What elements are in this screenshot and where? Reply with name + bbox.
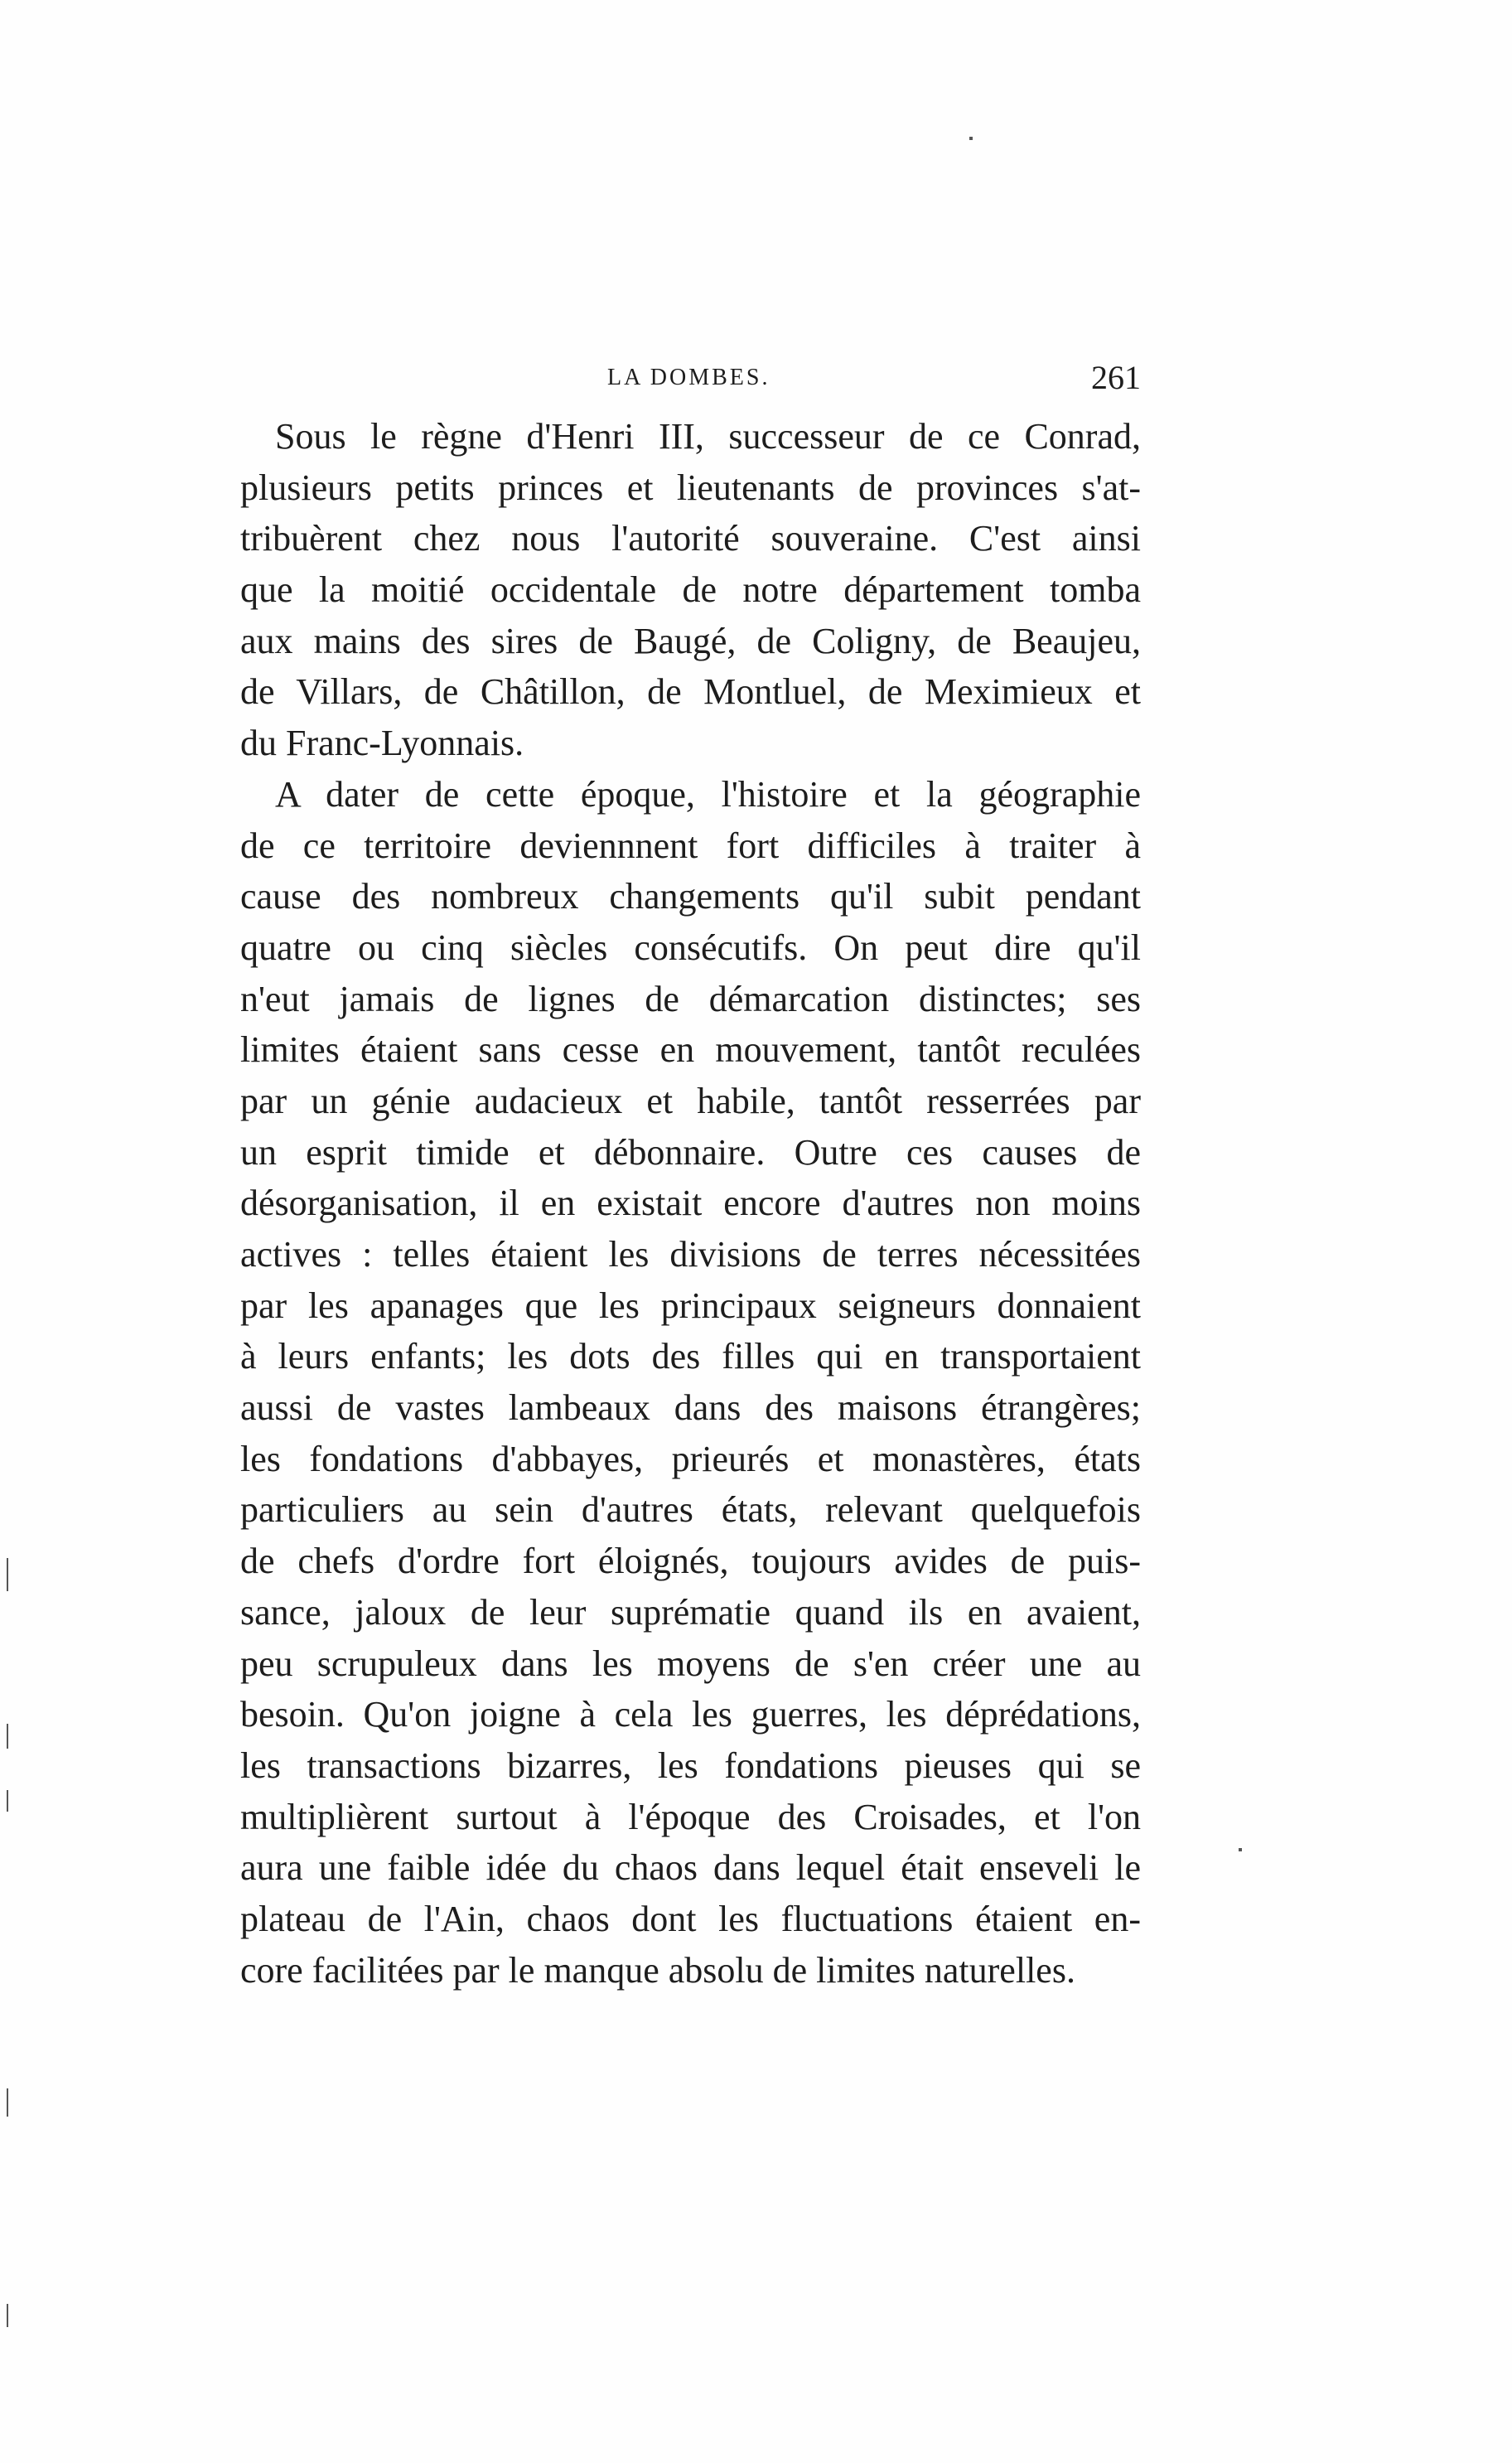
scan-speck (969, 137, 973, 140)
text-line: aussi de vastes lambeaux dans des maisons étrangères; (240, 1387, 1141, 1429)
text-line: sance, jaloux de leur suprématie quand ils en avaient, (240, 1591, 1141, 1633)
text-line: core facilitées par le manque absolu de limites naturelles. (240, 1949, 1075, 1991)
scan-speck (7, 1790, 8, 1812)
running-title: LA DOMBES. (607, 365, 770, 390)
text-line: n'eut jamais de lignes de démarcation distinctes; ses (240, 978, 1141, 1019)
text-line: par un génie audacieux et habile, tantôt resserrées par (240, 1080, 1141, 1121)
text-line: que la moitié occidentale de notre département tomba (240, 569, 1141, 611)
text-line: du Franc-Lyonnais. (240, 723, 524, 764)
text-line: les fondations d'abbayes, prieurés et monastères, états (240, 1438, 1141, 1479)
text-line: actives : telles étaient les divisions de terres nécessitées (240, 1234, 1141, 1275)
scan-speck (7, 1724, 8, 1749)
text-line: multiplièrent surtout à l'époque des Croisades, et l'on (240, 1796, 1141, 1837)
scan-speck (1239, 1848, 1242, 1851)
text-line: peu scrupuleux dans les moyens de s'en créer une au (240, 1643, 1141, 1684)
scan-speck (7, 2304, 8, 2327)
text-line: limites étaient sans cesse en mouvement, tantôt reculées (240, 1029, 1141, 1071)
text-line: plateau de l'Ain, chaos dont les fluctuations étaient en- (240, 1898, 1141, 1939)
text-line: quatre ou cinq siècles consécutifs. On peut dire qu'il (240, 927, 1141, 968)
scan-speck (7, 2088, 8, 2117)
page-number: 261 (1091, 359, 1141, 396)
text-line: tribuèrent chez nous l'autorité souveraine. C'est ainsi (240, 518, 1141, 559)
text-line: désorganisation, il en existait encore d'autres non moins (240, 1183, 1141, 1224)
text-line: A dater de cette époque, l'histoire et la géographie (275, 773, 1141, 815)
scan-speck (7, 1558, 8, 1591)
text-line: par les apanages que les principaux seigneurs donnaient (240, 1285, 1141, 1326)
text-line: à leurs enfants; les dots des filles qui en transportaient (240, 1336, 1141, 1377)
text-line: particuliers au sein d'autres états, relevant quelquefois (240, 1489, 1141, 1531)
text-line: aura une faible idée du chaos dans lequel était enseveli le (240, 1847, 1141, 1889)
text-line: Sous le règne d'Henri III, successeur de ce Conrad, (275, 416, 1141, 457)
text-line: les transactions bizarres, les fondations pieuses qui se (240, 1744, 1141, 1786)
text-line: de Villars, de Châtillon, de Montluel, de Meximieux et (240, 671, 1141, 713)
text-line: un esprit timide et débonnaire. Outre ces causes de (240, 1131, 1141, 1173)
text-line: plusieurs petits princes et lieutenants de provinces s'at- (240, 467, 1141, 508)
text-line: de chefs d'ordre fort éloignés, toujours avides de puis- (240, 1541, 1141, 1582)
text-line: besoin. Qu'on joigne à cela les guerres, les déprédations, (240, 1694, 1141, 1735)
text-line: cause des nombreux changements qu'il subit pendant (240, 876, 1141, 917)
text-line: de ce territoire deviennnent fort difficiles à traiter à (240, 825, 1141, 866)
running-head (240, 358, 1141, 408)
text-body (240, 411, 1141, 1996)
text-line: aux mains des sires de Baugé, de Coligny, de Beaujeu, (240, 620, 1141, 661)
